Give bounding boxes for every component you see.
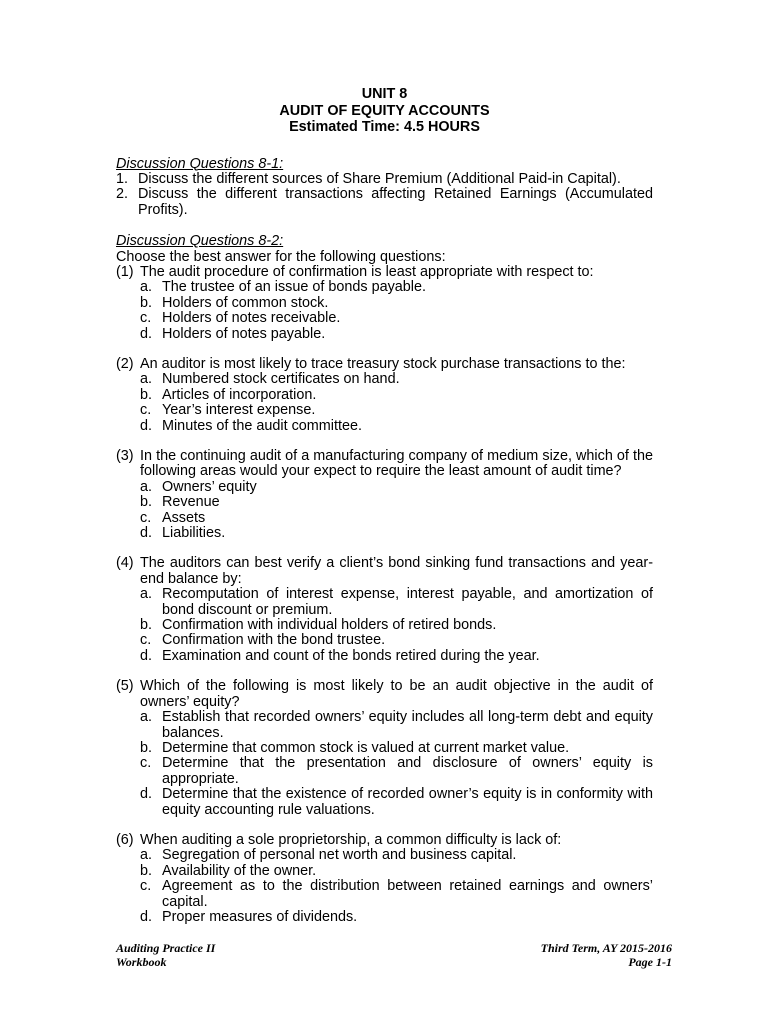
dq1-item-number: 2.	[116, 186, 129, 203]
option-text: Establish that recorded owners’ equity includes all long-term debt and equity balances.	[162, 709, 653, 741]
option-text: Assets	[162, 509, 206, 526]
option-text: Holders of common stock.	[162, 294, 329, 311]
option-text: Confirmation with the bond trustee.	[162, 632, 386, 649]
answer-option	[140, 480, 653, 495]
question-number: (4)	[116, 555, 134, 572]
question-block	[116, 357, 653, 434]
answer-option	[140, 633, 653, 648]
question-stem	[116, 357, 653, 372]
answer-options	[140, 587, 653, 664]
unit-heading: UNIT 8	[361, 86, 408, 102]
question-block	[116, 556, 653, 664]
answer-option	[140, 311, 653, 326]
option-letter: a.	[140, 709, 153, 726]
question-text: The auditors can best verify a client’s bond sinking fund transactions and year-end balance by:	[140, 555, 653, 587]
option-text: Determine that common stock is valued at current market value.	[162, 739, 570, 756]
question-text: An auditor is most likely to trace treasury stock purchase transactions to the:	[140, 355, 626, 372]
answer-option	[140, 526, 653, 541]
option-letter: b.	[140, 294, 153, 311]
question-number: (5)	[116, 678, 134, 695]
option-text: Minutes of the audit committee.	[162, 417, 362, 434]
question-text: In the continuing audit of a manufacturing company of medium size, which of the following areas would your expect to require the least amount of audit time?	[140, 448, 653, 480]
option-text: Agreement as to the distribution between retained earnings and owners’ capital.	[162, 878, 653, 910]
section-title-dq2: Discussion Questions 8-2:	[116, 233, 284, 250]
answer-option	[140, 710, 653, 741]
option-letter: b.	[140, 862, 153, 879]
option-text: Segregation of personal net worth and business capital.	[162, 847, 517, 864]
dq1-item-text: Discuss the different transactions affecting Retained Earnings (Accumulated Profits).	[138, 186, 653, 218]
dq1-item	[116, 187, 653, 218]
option-letter: d.	[140, 786, 153, 803]
answer-options	[140, 280, 653, 342]
question-number: (2)	[116, 355, 134, 372]
question-stem	[116, 556, 653, 587]
dq1-item-number: 1.	[116, 170, 129, 187]
question-number: (3)	[116, 448, 134, 464]
answer-option	[140, 372, 653, 387]
estimated-time: Estimated Time: 4.5 HOURS	[289, 119, 480, 135]
footer-term: Third Term, AY 2015-2016	[540, 941, 672, 955]
option-letter: c.	[140, 310, 152, 327]
option-text: Determine that the existence of recorded owner’s equity is in conformity with equity accounting rule valuations.	[162, 786, 653, 818]
answer-option	[140, 864, 653, 879]
question-block	[116, 265, 653, 342]
option-text: Year’s interest expense.	[162, 402, 316, 419]
option-letter: d.	[140, 525, 153, 542]
option-letter: c.	[140, 632, 152, 649]
option-letter: c.	[140, 509, 152, 526]
question-list	[116, 265, 653, 925]
answer-options	[140, 848, 653, 925]
question-block	[116, 833, 653, 925]
question-stem	[116, 679, 653, 710]
option-letter: d.	[140, 908, 153, 925]
dq2-intro: Choose the best answer for the following questions:	[116, 248, 446, 265]
option-letter: a.	[140, 371, 153, 388]
dq1-item-text: Discuss the different sources of Share Premium (Additional Paid-in Capital).	[138, 170, 621, 187]
answer-option	[140, 756, 653, 787]
option-text: Determine that the presentation and disclosure of owners’ equity is appropriate.	[162, 755, 653, 787]
question-stem	[116, 449, 653, 480]
document-title: AUDIT OF EQUITY ACCOUNTS	[279, 102, 490, 119]
question-number: (6)	[116, 831, 134, 848]
question-block	[116, 449, 653, 541]
option-letter: d.	[140, 647, 153, 664]
option-text: Recomputation of interest expense, interest payable, and amortization of bond discount or premium.	[162, 586, 653, 618]
option-text: Holders of notes receivable.	[162, 310, 341, 327]
option-letter: d.	[140, 325, 153, 342]
option-text: Numbered stock certificates on hand.	[162, 371, 400, 388]
answer-option	[140, 787, 653, 818]
option-text: Owners’ equity	[162, 478, 257, 495]
option-letter: c.	[140, 878, 152, 895]
option-text: Articles of incorporation.	[162, 386, 317, 403]
answer-option	[140, 879, 653, 910]
dq1-item	[116, 172, 653, 187]
option-text: Holders of notes payable.	[162, 325, 326, 342]
option-letter: b.	[140, 494, 153, 511]
option-text: Revenue	[162, 494, 220, 511]
option-text: Examination and count of the bonds retired during the year.	[162, 647, 540, 664]
question-stem	[116, 265, 653, 280]
answer-options	[140, 710, 653, 818]
answer-option	[140, 388, 653, 403]
answer-option	[140, 419, 653, 434]
option-letter: c.	[140, 402, 152, 419]
question-number: (1)	[116, 263, 134, 280]
answer-option	[140, 741, 653, 756]
option-letter: a.	[140, 478, 153, 495]
footer-left	[116, 941, 215, 969]
question-text: Which of the following is most likely to be an audit objective in the audit of owners’ equity?	[140, 678, 653, 710]
option-letter: b.	[140, 739, 153, 756]
section-title-dq1: Discussion Questions 8-1:	[116, 155, 284, 172]
option-letter: b.	[140, 617, 153, 634]
answer-option	[140, 587, 653, 618]
answer-option	[140, 649, 653, 664]
answer-option	[140, 327, 653, 342]
option-letter: b.	[140, 386, 153, 403]
option-text: The trustee of an issue of bonds payable.	[162, 279, 426, 296]
answer-option	[140, 848, 653, 863]
question-text: The audit procedure of confirmation is least appropriate with respect to:	[140, 263, 594, 280]
footer-workbook: Workbook	[116, 955, 167, 969]
answer-option	[140, 296, 653, 311]
footer-right	[541, 941, 672, 969]
answer-option	[140, 403, 653, 418]
document-page	[116, 86, 653, 925]
option-letter: a.	[140, 279, 153, 296]
question-stem	[116, 833, 653, 848]
dq1-list	[116, 172, 653, 218]
answer-options	[140, 480, 653, 542]
answer-options	[140, 372, 653, 434]
question-text: When auditing a sole proprietorship, a common difficulty is lack of:	[140, 831, 562, 848]
footer-page-number: Page 1-1	[628, 955, 672, 969]
option-letter: c.	[140, 755, 152, 772]
option-letter: a.	[140, 586, 153, 603]
option-text: Proper measures of dividends.	[162, 908, 358, 925]
answer-option	[140, 280, 653, 295]
question-block	[116, 679, 653, 818]
option-text: Availability of the owner.	[162, 862, 317, 879]
answer-option	[140, 495, 653, 510]
option-letter: d.	[140, 417, 153, 434]
option-text: Confirmation with individual holders of retired bonds.	[162, 617, 497, 634]
option-text: Liabilities.	[162, 525, 226, 542]
answer-option	[140, 618, 653, 633]
footer-course: Auditing Practice II	[116, 941, 216, 955]
answer-option	[140, 910, 653, 925]
answer-option	[140, 511, 653, 526]
option-letter: a.	[140, 847, 153, 864]
